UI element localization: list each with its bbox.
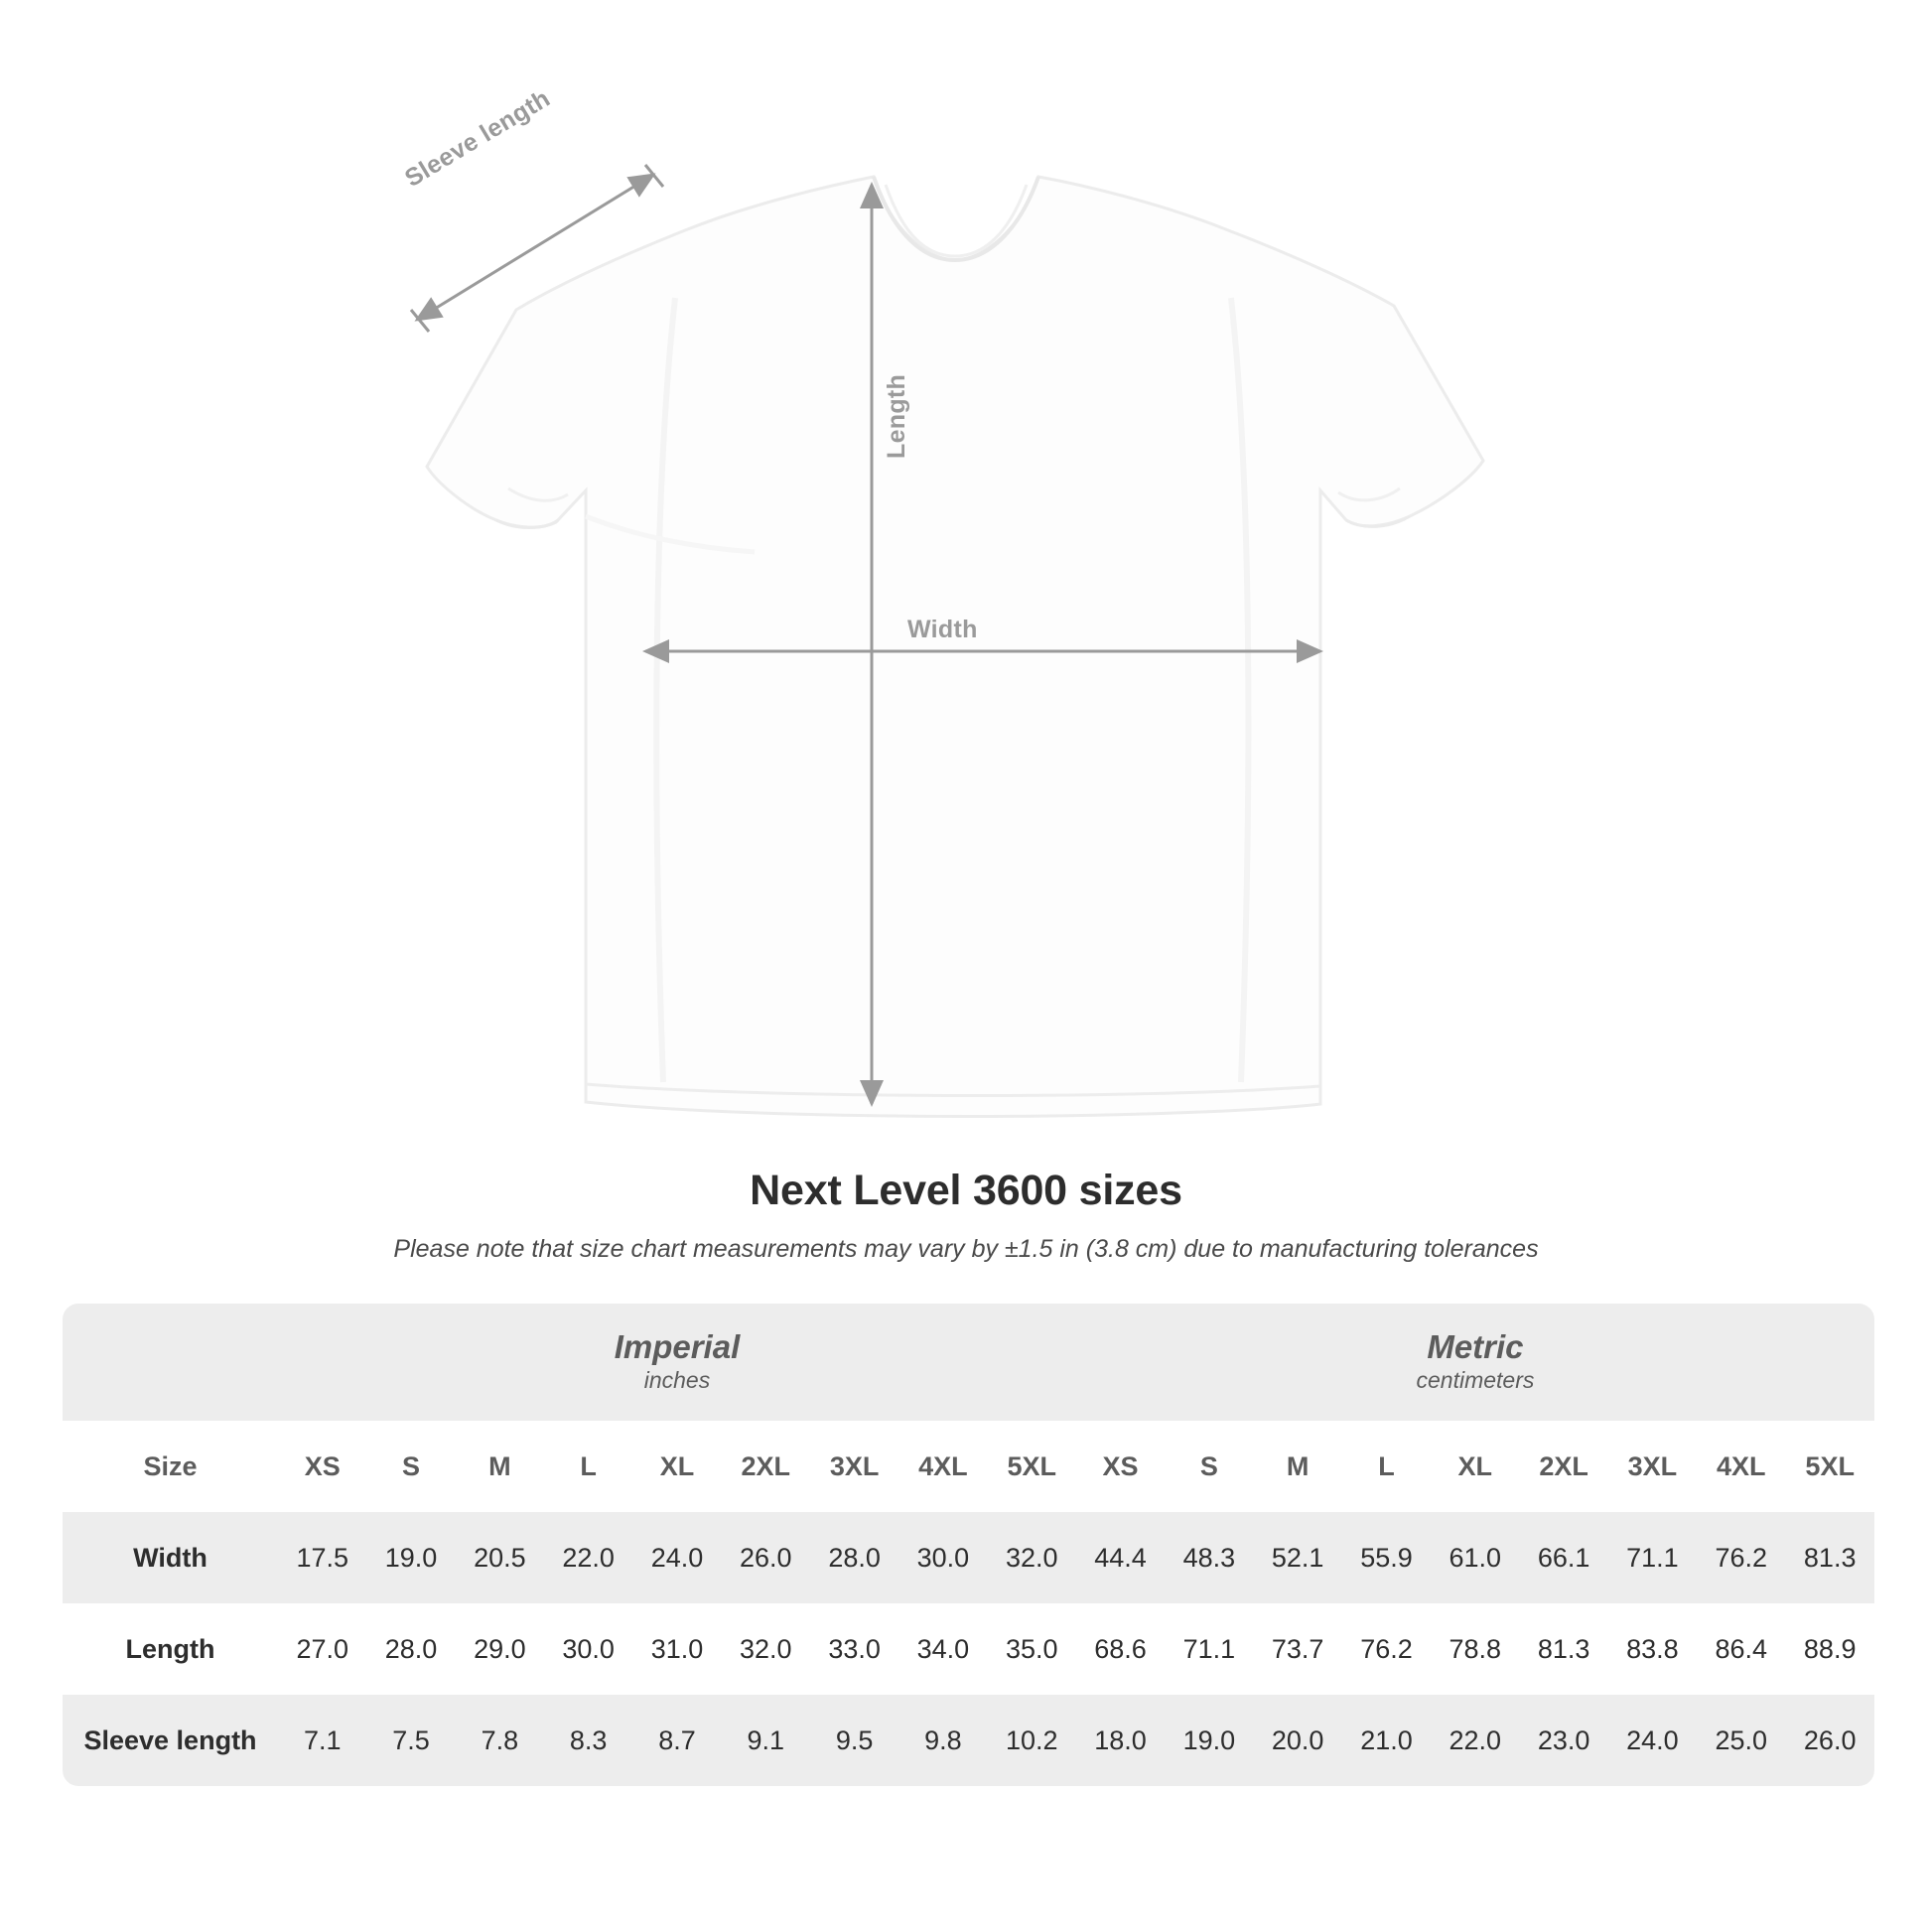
- cell-imperial-sleeve-length-3xl: 9.5: [810, 1695, 898, 1786]
- chart-heading: [0, 1167, 1932, 1264]
- cell-imperial-length-5xl: 35.0: [988, 1603, 1076, 1695]
- cell-imperial-width-5xl: 32.0: [988, 1512, 1076, 1603]
- size-header-cell-imperial-5xl: 5XL: [988, 1421, 1076, 1512]
- cell-imperial-sleeve-length-xs: 7.1: [278, 1695, 366, 1786]
- cell-metric-length-5xl: 88.9: [1785, 1603, 1874, 1695]
- size-header-cell-imperial-xs: XS: [278, 1421, 366, 1512]
- cell-metric-width-xs: 44.4: [1076, 1512, 1165, 1603]
- size-header-cell-imperial-2xl: 2XL: [722, 1421, 810, 1512]
- size-header-cell-metric-m: M: [1254, 1421, 1342, 1512]
- unit-header-row: [63, 1304, 1874, 1421]
- cell-imperial-width-2xl: 26.0: [722, 1512, 810, 1603]
- cell-imperial-width-4xl: 30.0: [898, 1512, 987, 1603]
- size-chart-table: [63, 1304, 1874, 1786]
- cell-imperial-length-xl: 31.0: [632, 1603, 721, 1695]
- cell-imperial-width-xs: 17.5: [278, 1512, 366, 1603]
- cell-metric-width-l: 55.9: [1342, 1512, 1431, 1603]
- size-header-cell-metric-3xl: 3XL: [1608, 1421, 1697, 1512]
- cell-metric-sleeve-length-l: 21.0: [1342, 1695, 1431, 1786]
- size-header-cell-metric-xs: XS: [1076, 1421, 1165, 1512]
- imperial-unit-header: [278, 1304, 1076, 1421]
- cell-metric-width-3xl: 71.1: [1608, 1512, 1697, 1603]
- cell-imperial-width-m: 20.5: [456, 1512, 544, 1603]
- row-label-sleeve-length: Sleeve length: [63, 1695, 278, 1786]
- cell-imperial-length-s: 28.0: [366, 1603, 455, 1695]
- length-dimension-label: Length: [883, 373, 910, 459]
- cell-metric-sleeve-length-5xl: 26.0: [1785, 1695, 1874, 1786]
- metric-label: Metric: [1427, 1328, 1524, 1366]
- cell-metric-length-2xl: 81.3: [1519, 1603, 1607, 1695]
- cell-imperial-length-3xl: 33.0: [810, 1603, 898, 1695]
- size-header-cell-metric-l: L: [1342, 1421, 1431, 1512]
- cell-imperial-width-l: 22.0: [544, 1512, 632, 1603]
- cell-metric-sleeve-length-m: 20.0: [1254, 1695, 1342, 1786]
- cell-metric-width-2xl: 66.1: [1519, 1512, 1607, 1603]
- cell-metric-sleeve-length-3xl: 24.0: [1608, 1695, 1697, 1786]
- size-header-cell-metric-2xl: 2XL: [1519, 1421, 1607, 1512]
- cell-imperial-sleeve-length-5xl: 10.2: [988, 1695, 1076, 1786]
- cell-imperial-sleeve-length-s: 7.5: [366, 1695, 455, 1786]
- size-header-cell-metric-xl: XL: [1431, 1421, 1519, 1512]
- cell-imperial-length-l: 30.0: [544, 1603, 632, 1695]
- cell-metric-width-m: 52.1: [1254, 1512, 1342, 1603]
- cell-metric-width-s: 48.3: [1165, 1512, 1253, 1603]
- metric-unit-header: [1076, 1304, 1874, 1421]
- cell-metric-sleeve-length-xs: 18.0: [1076, 1695, 1165, 1786]
- cell-metric-sleeve-length-2xl: 23.0: [1519, 1695, 1607, 1786]
- size-header-cell-imperial-l: L: [544, 1421, 632, 1512]
- tolerance-note: Please note that size chart measurements may vary by ±1.5 in (3.8 cm) due to manufacturing tolerances: [393, 1235, 1539, 1263]
- cell-metric-width-4xl: 76.2: [1697, 1512, 1785, 1603]
- cell-metric-width-xl: 61.0: [1431, 1512, 1519, 1603]
- width-dimension-label: Width: [907, 616, 978, 643]
- size-header-cell-metric-5xl: 5XL: [1785, 1421, 1874, 1512]
- cell-metric-length-xl: 78.8: [1431, 1603, 1519, 1695]
- cell-imperial-sleeve-length-2xl: 9.1: [722, 1695, 810, 1786]
- tshirt-shape: [427, 177, 1483, 1116]
- cell-imperial-width-3xl: 28.0: [810, 1512, 898, 1603]
- cell-metric-length-xs: 68.6: [1076, 1603, 1165, 1695]
- cell-imperial-sleeve-length-xl: 8.7: [632, 1695, 721, 1786]
- size-header-cell-imperial-m: M: [456, 1421, 544, 1512]
- cell-imperial-length-xs: 27.0: [278, 1603, 366, 1695]
- cell-imperial-length-m: 29.0: [456, 1603, 544, 1695]
- page-title: Next Level 3600 sizes: [750, 1167, 1182, 1214]
- size-header-cell-metric-s: S: [1165, 1421, 1253, 1512]
- row-label-width: Width: [63, 1512, 278, 1603]
- metric-unit-label: centimeters: [1416, 1367, 1535, 1394]
- imperial-unit-label: inches: [643, 1367, 711, 1394]
- cell-metric-length-m: 73.7: [1254, 1603, 1342, 1695]
- cell-metric-sleeve-length-s: 19.0: [1165, 1695, 1253, 1786]
- cell-imperial-length-2xl: 32.0: [722, 1603, 810, 1695]
- cell-imperial-width-s: 19.0: [366, 1512, 455, 1603]
- size-header-cell-imperial-xl: XL: [632, 1421, 721, 1512]
- cell-metric-length-4xl: 86.4: [1697, 1603, 1785, 1695]
- sleeve-length-dimension-label: Sleeve length: [400, 83, 555, 194]
- row-label-length: Length: [63, 1603, 278, 1695]
- cell-imperial-width-xl: 24.0: [632, 1512, 721, 1603]
- size-chart-table-wrapper: [63, 1304, 1874, 1786]
- cell-imperial-length-4xl: 34.0: [898, 1603, 987, 1695]
- unit-header-corner: [63, 1304, 278, 1421]
- cell-metric-length-3xl: 83.8: [1608, 1603, 1697, 1695]
- cell-metric-sleeve-length-4xl: 25.0: [1697, 1695, 1785, 1786]
- size-header-row: [63, 1421, 1874, 1512]
- size-header-cell-metric-4xl: 4XL: [1697, 1421, 1785, 1512]
- cell-metric-width-5xl: 81.3: [1785, 1512, 1874, 1603]
- table-row: [63, 1603, 1874, 1695]
- size-header-cell-imperial-4xl: 4XL: [898, 1421, 987, 1512]
- size-header-cell-imperial-3xl: 3XL: [810, 1421, 898, 1512]
- imperial-label: Imperial: [614, 1328, 741, 1366]
- size-header-cell-imperial-s: S: [366, 1421, 455, 1512]
- table-row: [63, 1512, 1874, 1603]
- cell-imperial-sleeve-length-m: 7.8: [456, 1695, 544, 1786]
- cell-metric-length-l: 76.2: [1342, 1603, 1431, 1695]
- cell-metric-length-s: 71.1: [1165, 1603, 1253, 1695]
- cell-metric-sleeve-length-xl: 22.0: [1431, 1695, 1519, 1786]
- table-row: [63, 1695, 1874, 1786]
- size-label-cell: Size: [63, 1421, 278, 1512]
- cell-imperial-sleeve-length-4xl: 9.8: [898, 1695, 987, 1786]
- cell-imperial-sleeve-length-l: 8.3: [544, 1695, 632, 1786]
